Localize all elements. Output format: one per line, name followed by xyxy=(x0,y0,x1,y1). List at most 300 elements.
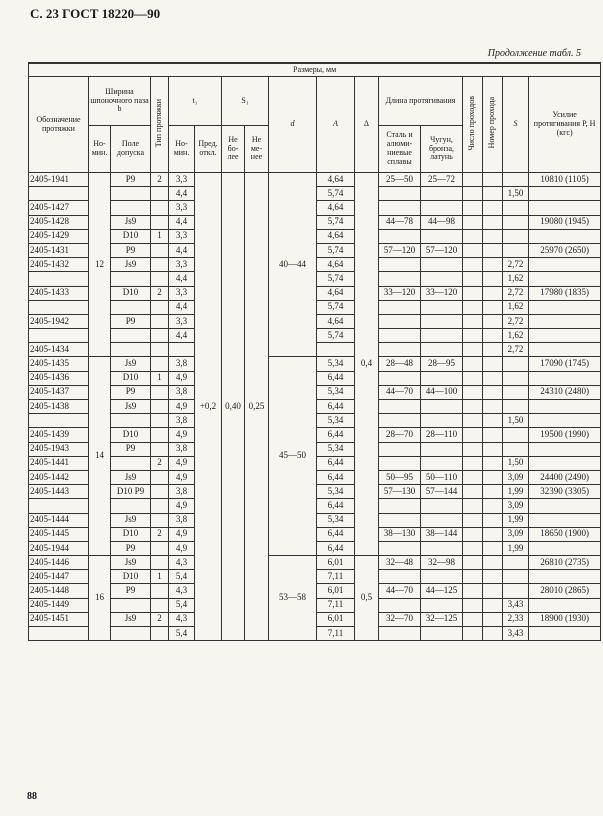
cell-force: 24310 (2480) xyxy=(529,385,601,399)
cell-type xyxy=(151,499,169,513)
cell-tol: D10 xyxy=(111,527,151,541)
page-header: С. 23 ГОСТ 18220—90 xyxy=(30,6,161,21)
cell-force: 19080 (1945) xyxy=(529,215,601,229)
cell-t1: 3,8 xyxy=(169,357,195,371)
col-pass-no: Номер прохода xyxy=(483,77,503,173)
cell-pass_no xyxy=(483,187,503,201)
cell-S xyxy=(503,556,529,570)
cell-passes xyxy=(463,456,483,470)
cell-name: 2405-1445 xyxy=(29,527,89,541)
cell-S: 3,43 xyxy=(503,598,529,612)
cell-cast: 50—110 xyxy=(421,470,463,484)
cell-pass_no xyxy=(483,286,503,300)
cell-passes xyxy=(463,215,483,229)
cell-type xyxy=(151,541,169,555)
cell-S xyxy=(503,229,529,243)
cell-A: 6,01 xyxy=(317,556,355,570)
cell-S: 1,50 xyxy=(503,187,529,201)
cell-force xyxy=(529,258,601,272)
cell-S xyxy=(503,173,529,187)
cell-pass_no xyxy=(483,371,503,385)
cell-S: 2,33 xyxy=(503,612,529,626)
cell-cast xyxy=(421,187,463,201)
cell-S: 1,99 xyxy=(503,485,529,499)
cell-A: 6,01 xyxy=(317,584,355,598)
col-cast: Чугун, бронза, латунь xyxy=(421,126,463,173)
cell-cast: 57—120 xyxy=(421,243,463,257)
cell-pass_no xyxy=(483,215,503,229)
cell-passes xyxy=(463,527,483,541)
data-table xyxy=(28,62,601,641)
cell-tol: P9 xyxy=(111,442,151,456)
cell-passes xyxy=(463,556,483,570)
cell-type: 2 xyxy=(151,456,169,470)
cell-tol: Js9 xyxy=(111,258,151,272)
cell-S: 3,43 xyxy=(503,627,529,641)
cell-force xyxy=(529,442,601,456)
cell-type xyxy=(151,584,169,598)
cell-name: 2405-1438 xyxy=(29,400,89,414)
cell-S: 1,99 xyxy=(503,541,529,555)
merged-cell-nom: 14 xyxy=(89,357,111,556)
cell-A: 6,44 xyxy=(317,428,355,442)
cell-type xyxy=(151,485,169,499)
cell-name: 2405-1435 xyxy=(29,357,89,371)
cell-S xyxy=(503,357,529,371)
cell-A: 4,64 xyxy=(317,229,355,243)
cell-pass_no xyxy=(483,556,503,570)
cell-tol xyxy=(111,456,151,470)
cell-tol xyxy=(111,414,151,428)
cell-A: 5,74 xyxy=(317,329,355,343)
cell-A: 6,44 xyxy=(317,499,355,513)
cell-cast xyxy=(421,414,463,428)
cell-A: 7,11 xyxy=(317,627,355,641)
col-t1-dev: Пред. откл. xyxy=(195,126,222,173)
col-delta: Δ xyxy=(355,77,379,173)
cell-force: 24400 (2490) xyxy=(529,470,601,484)
cell-name xyxy=(29,329,89,343)
cell-t1: 4,9 xyxy=(169,400,195,414)
cell-pass_no xyxy=(483,173,503,187)
cell-t1: 3,8 xyxy=(169,513,195,527)
col-steel: Сталь и алюми- ниевые сплавы xyxy=(379,126,421,173)
table-body xyxy=(29,173,601,641)
cell-A: 5,74 xyxy=(317,215,355,229)
cell-pass_no xyxy=(483,400,503,414)
cell-steel xyxy=(379,314,421,328)
cell-cast: 32—98 xyxy=(421,556,463,570)
merged-cell-s1max: 0,25 xyxy=(245,173,269,641)
cell-passes xyxy=(463,499,483,513)
cell-tol: P9 xyxy=(111,541,151,555)
cell-pass_no xyxy=(483,570,503,584)
col-nominal: Но- мин. xyxy=(89,126,111,173)
col-s1-min: Не бо- лее xyxy=(222,126,245,173)
cell-passes xyxy=(463,485,483,499)
cell-pass_no xyxy=(483,229,503,243)
cell-steel: 25—50 xyxy=(379,173,421,187)
cell-A: 5,34 xyxy=(317,357,355,371)
cell-tol: D10 xyxy=(111,286,151,300)
cell-type xyxy=(151,215,169,229)
cell-cast xyxy=(421,229,463,243)
cell-type xyxy=(151,598,169,612)
cell-force xyxy=(529,371,601,385)
cell-tol: D10 P9 xyxy=(111,485,151,499)
col-tolerance: Поле допуска xyxy=(111,126,151,173)
cell-t1: 3,3 xyxy=(169,314,195,328)
cell-t1: 4,4 xyxy=(169,187,195,201)
cell-t1: 3,8 xyxy=(169,385,195,399)
cell-A: 4,64 xyxy=(317,314,355,328)
cell-passes xyxy=(463,612,483,626)
cell-tol: P9 xyxy=(111,385,151,399)
cell-type: 1 xyxy=(151,371,169,385)
cell-t1: 5,4 xyxy=(169,570,195,584)
cell-tol xyxy=(111,598,151,612)
cell-cast: 28—95 xyxy=(421,357,463,371)
cell-name: 2405-1443 xyxy=(29,485,89,499)
cell-cast xyxy=(421,456,463,470)
cell-force xyxy=(529,329,601,343)
merged-cell-d: 40—44 xyxy=(269,173,317,357)
cell-cast: 33—120 xyxy=(421,286,463,300)
cell-t1: 4,3 xyxy=(169,584,195,598)
cell-t1: 4,9 xyxy=(169,456,195,470)
cell-type: 2 xyxy=(151,612,169,626)
cell-pass_no xyxy=(483,584,503,598)
cell-passes xyxy=(463,442,483,456)
cell-pass_no xyxy=(483,385,503,399)
cell-steel xyxy=(379,272,421,286)
cell-force: 10810 (1105) xyxy=(529,173,601,187)
cell-t1: 3,8 xyxy=(169,414,195,428)
cell-tol: Js9 xyxy=(111,556,151,570)
cell-pass_no xyxy=(483,357,503,371)
cell-type xyxy=(151,400,169,414)
cell-type xyxy=(151,414,169,428)
cell-A: 7,11 xyxy=(317,570,355,584)
cell-name: 2405-1449 xyxy=(29,598,89,612)
cell-tol: P9 xyxy=(111,173,151,187)
cell-force xyxy=(529,499,601,513)
cell-name: 2405-1441 xyxy=(29,456,89,470)
cell-type: 2 xyxy=(151,286,169,300)
col-S: S xyxy=(503,77,529,173)
cell-type xyxy=(151,243,169,257)
cell-type xyxy=(151,556,169,570)
cell-force xyxy=(529,513,601,527)
cell-pass_no xyxy=(483,470,503,484)
cell-cast: 44—98 xyxy=(421,215,463,229)
cell-S: 2,72 xyxy=(503,258,529,272)
cell-A: 6,44 xyxy=(317,371,355,385)
cell-tol: P9 xyxy=(111,584,151,598)
cell-tol: P9 xyxy=(111,243,151,257)
cell-S xyxy=(503,442,529,456)
cell-steel xyxy=(379,627,421,641)
cell-force: 17090 (1745) xyxy=(529,357,601,371)
cell-A: 6,01 xyxy=(317,612,355,626)
cell-steel: 33—120 xyxy=(379,286,421,300)
cell-steel: 32—48 xyxy=(379,556,421,570)
cell-tol xyxy=(111,627,151,641)
cell-steel xyxy=(379,400,421,414)
cell-pass_no xyxy=(483,485,503,499)
cell-passes xyxy=(463,428,483,442)
cell-t1: 4,4 xyxy=(169,300,195,314)
cell-force: 25970 (2650) xyxy=(529,243,601,257)
cell-A: 4,64 xyxy=(317,286,355,300)
col-t1: t₁ xyxy=(169,77,222,126)
cell-passes xyxy=(463,598,483,612)
cell-S xyxy=(503,215,529,229)
cell-force: 17980 (1835) xyxy=(529,286,601,300)
cell-type xyxy=(151,258,169,272)
cell-force xyxy=(529,627,601,641)
cell-name xyxy=(29,414,89,428)
col-length: Длина протягивания xyxy=(379,77,463,126)
cell-cast xyxy=(421,499,463,513)
col-s1-max: Не ме- нее xyxy=(245,126,269,173)
cell-pass_no xyxy=(483,314,503,328)
cell-A: 6,44 xyxy=(317,470,355,484)
table-row xyxy=(29,556,601,570)
cell-steel xyxy=(379,343,421,357)
cell-pass_no xyxy=(483,612,503,626)
cell-A: 5,34 xyxy=(317,513,355,527)
cell-name: 2405-1437 xyxy=(29,385,89,399)
cell-tol xyxy=(111,272,151,286)
cell-S xyxy=(503,243,529,257)
cell-steel: 32—70 xyxy=(379,612,421,626)
cell-steel: 44—78 xyxy=(379,215,421,229)
cell-pass_no xyxy=(483,499,503,513)
cell-passes xyxy=(463,173,483,187)
cell-A: 5,34 xyxy=(317,414,355,428)
cell-passes xyxy=(463,272,483,286)
cell-type xyxy=(151,470,169,484)
cell-tol xyxy=(111,300,151,314)
cell-S: 1,62 xyxy=(503,300,529,314)
cell-A: 5,34 xyxy=(317,385,355,399)
cell-name: 2405-1941 xyxy=(29,173,89,187)
cell-cast xyxy=(421,541,463,555)
cell-cast xyxy=(421,570,463,584)
cell-passes xyxy=(463,314,483,328)
cell-A: 6,44 xyxy=(317,527,355,541)
cell-passes xyxy=(463,400,483,414)
cell-passes xyxy=(463,286,483,300)
cell-passes xyxy=(463,584,483,598)
cell-tol: Js9 xyxy=(111,357,151,371)
cell-t1: 3,3 xyxy=(169,201,195,215)
cell-steel: 50—95 xyxy=(379,470,421,484)
merged-cell-d: 45—50 xyxy=(269,357,317,556)
cell-pass_no xyxy=(483,428,503,442)
cell-type xyxy=(151,357,169,371)
cell-A: 4,64 xyxy=(317,173,355,187)
cell-t1: 5,4 xyxy=(169,598,195,612)
cell-t1: 4,4 xyxy=(169,243,195,257)
cell-A: 5,74 xyxy=(317,272,355,286)
col-A: A xyxy=(317,77,355,173)
cell-pass_no xyxy=(483,258,503,272)
cell-passes xyxy=(463,570,483,584)
cell-tol xyxy=(111,343,151,357)
cell-pass_no xyxy=(483,627,503,641)
cell-cast xyxy=(421,627,463,641)
col-s1: S₁ xyxy=(222,77,269,126)
cell-pass_no xyxy=(483,414,503,428)
cell-passes xyxy=(463,385,483,399)
cell-passes xyxy=(463,371,483,385)
cell-t1: 4,9 xyxy=(169,541,195,555)
cell-passes xyxy=(463,201,483,215)
cell-passes xyxy=(463,357,483,371)
cell-A: 6,44 xyxy=(317,541,355,555)
col-passes: Число проходов xyxy=(463,77,483,173)
col-d: d xyxy=(269,77,317,173)
cell-force xyxy=(529,314,601,328)
merged-cell-t1dev: +0,2 xyxy=(195,173,222,641)
cell-t1: 3,8 xyxy=(169,485,195,499)
cell-passes xyxy=(463,229,483,243)
cell-S: 1,50 xyxy=(503,456,529,470)
cell-cast xyxy=(421,343,463,357)
cell-steel: 44—70 xyxy=(379,584,421,598)
cell-steel xyxy=(379,187,421,201)
cell-name xyxy=(29,499,89,513)
cell-passes xyxy=(463,243,483,257)
cell-passes xyxy=(463,627,483,641)
cell-name: 2405-1434 xyxy=(29,343,89,357)
col-force: Усилие протягивания P, Н (кгс) xyxy=(529,77,601,173)
cell-tol: Js9 xyxy=(111,612,151,626)
cell-S xyxy=(503,371,529,385)
cell-tol xyxy=(111,201,151,215)
cell-tol: D10 xyxy=(111,570,151,584)
cell-steel xyxy=(379,329,421,343)
table-container xyxy=(28,62,600,641)
cell-pass_no xyxy=(483,442,503,456)
cell-cast: 28—110 xyxy=(421,428,463,442)
cell-S xyxy=(503,400,529,414)
cell-cast xyxy=(421,272,463,286)
cell-cast xyxy=(421,371,463,385)
col-width-group: Ширина шпоночного паза b xyxy=(89,77,151,126)
cell-A: 4,64 xyxy=(317,201,355,215)
cell-steel: 57—120 xyxy=(379,243,421,257)
cell-A: 5,74 xyxy=(317,243,355,257)
cell-name: 2405-1942 xyxy=(29,314,89,328)
cell-type xyxy=(151,385,169,399)
cell-cast: 38—144 xyxy=(421,527,463,541)
cell-force xyxy=(529,201,601,215)
cell-steel: 57—130 xyxy=(379,485,421,499)
cell-type xyxy=(151,442,169,456)
cell-S xyxy=(503,428,529,442)
cell-t1 xyxy=(169,343,195,357)
cell-name: 2405-1444 xyxy=(29,513,89,527)
cell-S: 1,50 xyxy=(503,414,529,428)
cell-type xyxy=(151,201,169,215)
cell-pass_no xyxy=(483,456,503,470)
cell-t1: 3,3 xyxy=(169,258,195,272)
cell-S: 1,62 xyxy=(503,329,529,343)
cell-name: 2405-1433 xyxy=(29,286,89,300)
cell-cast xyxy=(421,598,463,612)
cell-tol xyxy=(111,499,151,513)
cell-type xyxy=(151,343,169,357)
cell-cast: 25—72 xyxy=(421,173,463,187)
sizes-caption: Размеры, мм xyxy=(29,63,601,77)
cell-t1: 4,4 xyxy=(169,272,195,286)
cell-type: 2 xyxy=(151,173,169,187)
cell-name: 2405-1944 xyxy=(29,541,89,555)
cell-type xyxy=(151,513,169,527)
cell-A: 4,64 xyxy=(317,258,355,272)
cell-force xyxy=(529,414,601,428)
cell-force xyxy=(529,300,601,314)
cell-A: 5,34 xyxy=(317,485,355,499)
cell-pass_no xyxy=(483,598,503,612)
cell-cast xyxy=(421,258,463,272)
cell-S xyxy=(503,570,529,584)
table-row xyxy=(29,173,601,187)
cell-t1: 4,9 xyxy=(169,527,195,541)
cell-passes xyxy=(463,470,483,484)
cell-pass_no xyxy=(483,300,503,314)
cell-t1: 3,3 xyxy=(169,173,195,187)
cell-S: 3,09 xyxy=(503,527,529,541)
cell-steel xyxy=(379,598,421,612)
cell-steel xyxy=(379,414,421,428)
cell-steel xyxy=(379,258,421,272)
cell-type xyxy=(151,187,169,201)
cell-t1: 4,4 xyxy=(169,329,195,343)
cell-cast: 44—125 xyxy=(421,584,463,598)
cell-cast: 57—144 xyxy=(421,485,463,499)
merged-cell-d: 53—58 xyxy=(269,556,317,641)
cell-steel xyxy=(379,201,421,215)
cell-S: 3,09 xyxy=(503,499,529,513)
cell-passes xyxy=(463,300,483,314)
cell-passes xyxy=(463,258,483,272)
cell-type xyxy=(151,428,169,442)
cell-type: 1 xyxy=(151,570,169,584)
cell-force xyxy=(529,598,601,612)
cell-pass_no xyxy=(483,527,503,541)
cell-tol xyxy=(111,187,151,201)
cell-cast xyxy=(421,400,463,414)
cell-steel xyxy=(379,371,421,385)
cell-steel xyxy=(379,442,421,456)
cell-force xyxy=(529,541,601,555)
cell-t1: 3,3 xyxy=(169,286,195,300)
cell-name: 2405-1427 xyxy=(29,201,89,215)
cell-steel: 38—130 xyxy=(379,527,421,541)
cell-cast xyxy=(421,314,463,328)
cell-cast xyxy=(421,300,463,314)
cell-passes xyxy=(463,541,483,555)
cell-steel xyxy=(379,513,421,527)
table-continuation: Продолжение табл. 5 xyxy=(487,48,581,59)
cell-name: 2405-1447 xyxy=(29,570,89,584)
cell-A: 5,34 xyxy=(317,442,355,456)
table-row xyxy=(29,357,601,371)
